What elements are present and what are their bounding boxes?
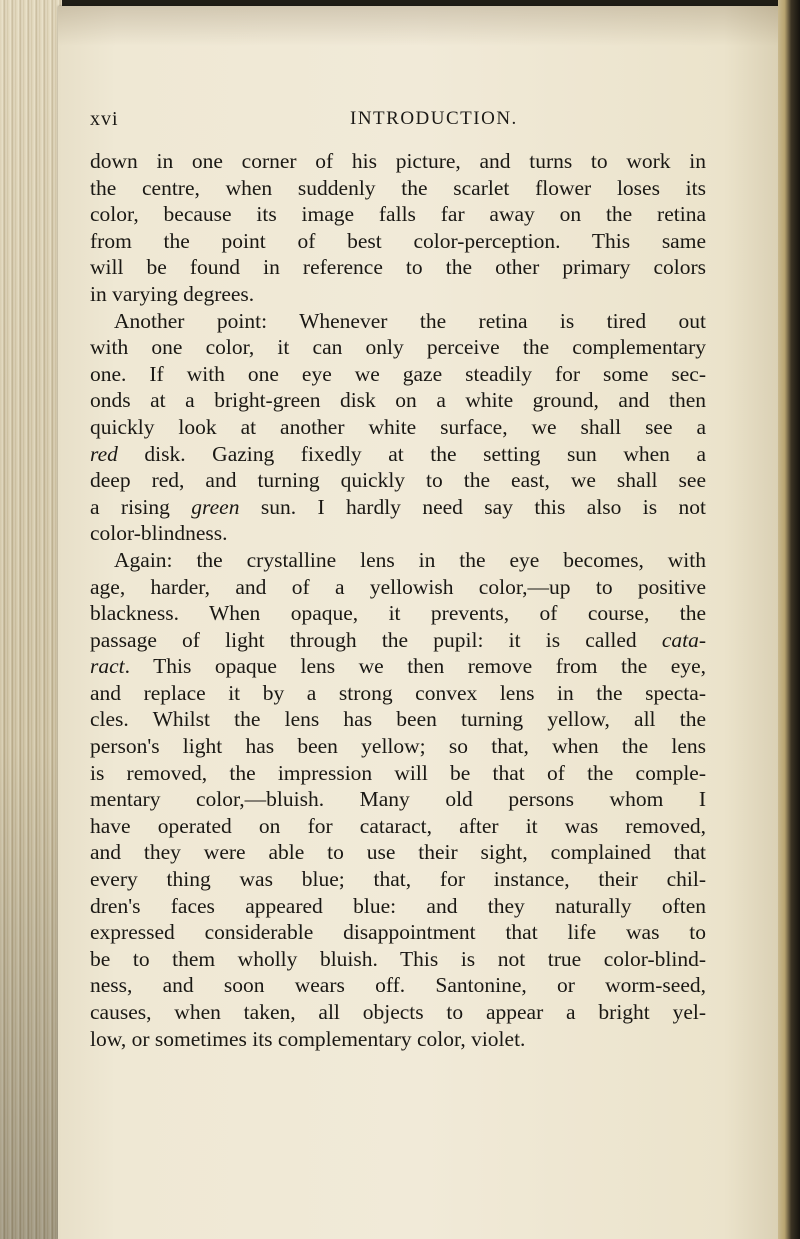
text-line: color-blindness. — [90, 521, 228, 546]
text-line: cles. Whilst the lens has been turning yellow, all the — [90, 707, 706, 732]
text-line: mentary color,—bluish. Many old persons whom I — [90, 787, 706, 812]
text-line: ness, and soon wears off. Santonine, or worm-seed, — [90, 973, 706, 998]
text-line: with one color, it can only perceive the complementary — [90, 335, 706, 360]
italic-word: green — [191, 494, 240, 519]
running-title: INTRODUCTION. — [350, 108, 518, 129]
text-line: Again: the crystalline lens in the eye becomes, with — [114, 547, 706, 572]
text-line: red disk. Gazing fixedly at the setting sun when a — [90, 441, 706, 466]
text-line: is removed, the impression will be that of the comple- — [90, 760, 706, 785]
page-number: xvi — [90, 108, 119, 130]
text-line: person's light has been yellow; so that, when the lens — [90, 734, 706, 759]
page-edge-right — [778, 0, 800, 1239]
text-line: a rising green sun. I hardly need say this also is not — [90, 494, 706, 519]
page-edges-left — [0, 0, 62, 1239]
italic-word: cata- — [661, 627, 706, 652]
text-line: and they were able to use their sight, complained that — [90, 840, 706, 865]
text-line: quickly look at another white surface, we shall see a — [90, 414, 706, 439]
text-line: deep red, and turning quickly to the east, we shall see — [90, 468, 706, 493]
text-line: expressed considerable disappointment that life was to — [90, 920, 706, 945]
text-line: and replace it by a strong convex lens in the specta- — [90, 680, 706, 705]
text-line: low, or sometimes its complementary color, violet. — [90, 1026, 526, 1051]
text-line: causes, when taken, all objects to appear a bright yel- — [90, 1000, 706, 1024]
italic-word: ract — [90, 654, 125, 679]
text-line: color, because its image falls far away on the retina — [90, 202, 706, 227]
text-line: be to them wholly bluish. This is not true color-blind- — [90, 946, 706, 971]
italic-word: red — [90, 441, 118, 466]
text-line: passage of light through the pupil: it is called cata- — [90, 627, 706, 652]
text-line: one. If with one eye we gaze steadily for some sec- — [90, 361, 706, 386]
text-line: onds at a bright-green disk on a white ground, and then — [90, 388, 706, 413]
text-line: from the point of best color-perception. This same — [90, 228, 706, 253]
text-line: down in one corner of his picture, and turns to work in — [90, 149, 706, 173]
running-head — [90, 108, 690, 138]
text-line: blackness. When opaque, it prevents, of course, the — [90, 601, 706, 626]
text-line: age, harder, and of a yellowish color,—up to positive — [90, 574, 706, 599]
text-line: will be found in reference to the other primary colors — [90, 255, 706, 280]
text-line: have operated on for cataract, after it was removed, — [90, 813, 706, 838]
text-line: dren's faces appeared blue: and they naturally often — [90, 893, 706, 918]
text-line: in varying degrees. — [90, 281, 255, 306]
text-line: ract. This opaque lens we then remove from the eye, — [90, 654, 706, 679]
body-text — [90, 148, 706, 1052]
text-line: the centre, when suddenly the scarlet flower loses its — [90, 175, 706, 200]
text-line: Another point: Whenever the retina is tired out — [114, 308, 706, 333]
text-line: every thing was blue; that, for instance, their chil- — [90, 867, 706, 892]
